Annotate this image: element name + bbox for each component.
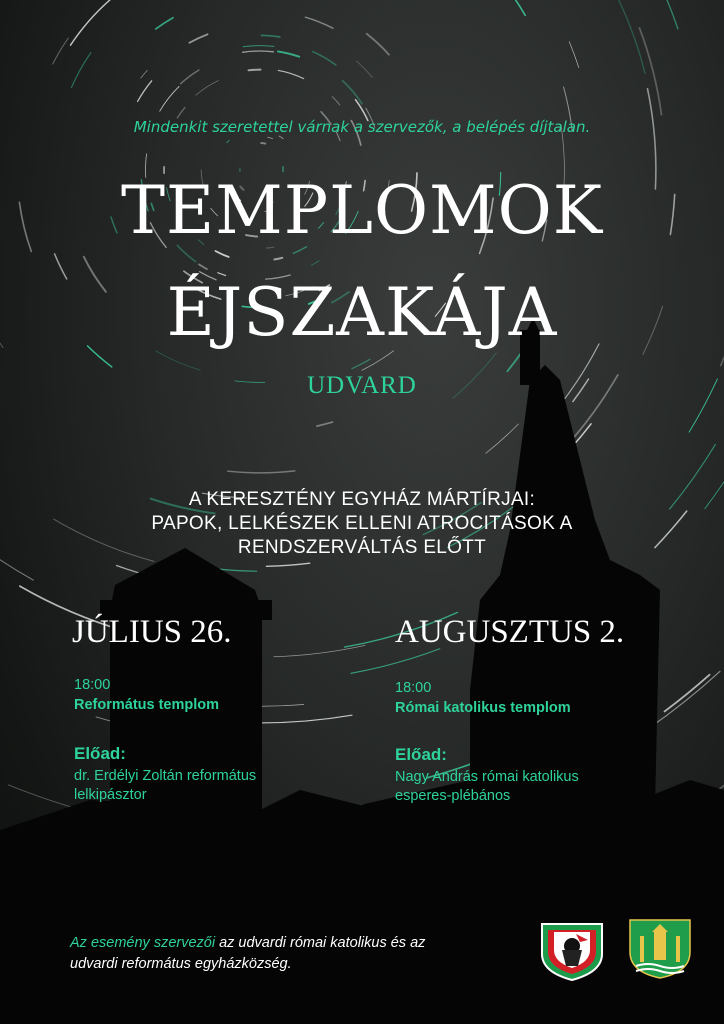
star-trail xyxy=(625,0,678,29)
lecture-subject xyxy=(0,488,724,560)
event-2-time: 18:00 xyxy=(395,680,432,696)
event-2-venue: Római katolikus templom xyxy=(395,700,571,716)
star-trail xyxy=(228,471,295,473)
star-trail xyxy=(278,52,299,57)
star-trail xyxy=(71,53,90,88)
star-trail xyxy=(665,675,710,712)
star-trail xyxy=(268,137,273,139)
star-trail xyxy=(196,81,219,96)
event-2-speaker-line-1: Nagy András római katolikus xyxy=(395,769,579,785)
tagline: Mindenkit szeretettel várnak a szervezők, a belépés díjtalan. xyxy=(133,118,591,136)
star-trail xyxy=(261,143,265,144)
star-trail xyxy=(351,649,440,674)
star-trail xyxy=(305,17,333,28)
star-trail xyxy=(138,81,152,102)
star-trail xyxy=(332,97,340,105)
event-1-venue: Református templom xyxy=(74,697,220,713)
event-1-speaker-line-1: dr. Erdélyi Zoltán református xyxy=(74,768,257,784)
star-trail xyxy=(343,81,363,104)
star-trail xyxy=(647,671,720,729)
star-trail xyxy=(160,86,179,111)
place-name: UDVARD xyxy=(307,372,417,399)
star-trail xyxy=(227,140,230,143)
star-trail xyxy=(648,89,656,189)
star-trail xyxy=(311,261,319,266)
subject-line-1: A KERESZTÉNY EGYHÁZ MÁRTÍRJAI: xyxy=(188,489,536,510)
regional-coat-of-arms-logo xyxy=(540,920,604,982)
star-trail xyxy=(357,61,373,77)
star-trail xyxy=(317,422,333,426)
star-trail xyxy=(156,351,201,370)
star-trail xyxy=(367,34,389,55)
event-1-speaker-line-2: lelkipásztor xyxy=(74,787,147,803)
organizers-highlight: Az esemény szervezői xyxy=(70,935,216,951)
star-trail xyxy=(189,34,207,43)
star-trail xyxy=(279,136,283,139)
star-trail xyxy=(278,70,303,78)
star-trail xyxy=(569,42,579,68)
star-trail xyxy=(181,70,199,84)
star-trail xyxy=(707,688,724,799)
star-trail xyxy=(71,0,113,45)
title-line-2: ÉJSZAKÁJA xyxy=(166,274,558,351)
event-2-speaker-line-2: esperes-plébános xyxy=(395,788,511,804)
star-trail xyxy=(243,51,274,52)
star-trail xyxy=(249,70,261,71)
star-trail xyxy=(617,0,645,73)
event-1-speaker-label: Előad: xyxy=(74,744,126,763)
event-2-date: AUGUSZTUS 2. xyxy=(395,614,625,650)
star-trail xyxy=(274,645,365,656)
udvard-coat-of-arms-logo xyxy=(628,918,692,980)
star-trail xyxy=(486,424,519,453)
star-trail xyxy=(216,251,229,257)
organizers-note xyxy=(70,933,510,975)
star-trail xyxy=(53,38,69,64)
star-trail xyxy=(199,264,207,269)
subject-line-2: PAPOK, LELKÉSZEK ELLENI ATROCITÁSOK A xyxy=(151,513,573,534)
event-1-speaker xyxy=(74,767,334,805)
title-line-1: TEMPLOMOK xyxy=(120,172,604,249)
event-2-speaker-label: Előad: xyxy=(395,745,447,764)
star-trail xyxy=(274,258,282,260)
star-trail xyxy=(177,108,185,118)
star-trail xyxy=(313,52,336,65)
organizers-line-1: az udvardi római katolikus és az xyxy=(215,935,426,951)
star-trail xyxy=(88,346,112,367)
star-trail xyxy=(484,0,525,15)
star-trail xyxy=(243,46,274,47)
organizers-line-2: udvardi református egyházközség. xyxy=(70,956,292,972)
star-trail xyxy=(156,18,173,29)
subject-line-3: RENDSZERVÁLTÁS ELŐTT xyxy=(237,537,487,558)
star-trail xyxy=(141,70,148,78)
star-trail xyxy=(0,557,33,580)
star-trail xyxy=(262,35,280,37)
star-trail xyxy=(55,254,67,279)
event-1-time: 18:00 xyxy=(74,677,111,693)
event-2-speaker xyxy=(395,768,655,806)
event-1-date: JÚLIUS 26. xyxy=(72,614,232,650)
star-trail xyxy=(266,563,309,566)
